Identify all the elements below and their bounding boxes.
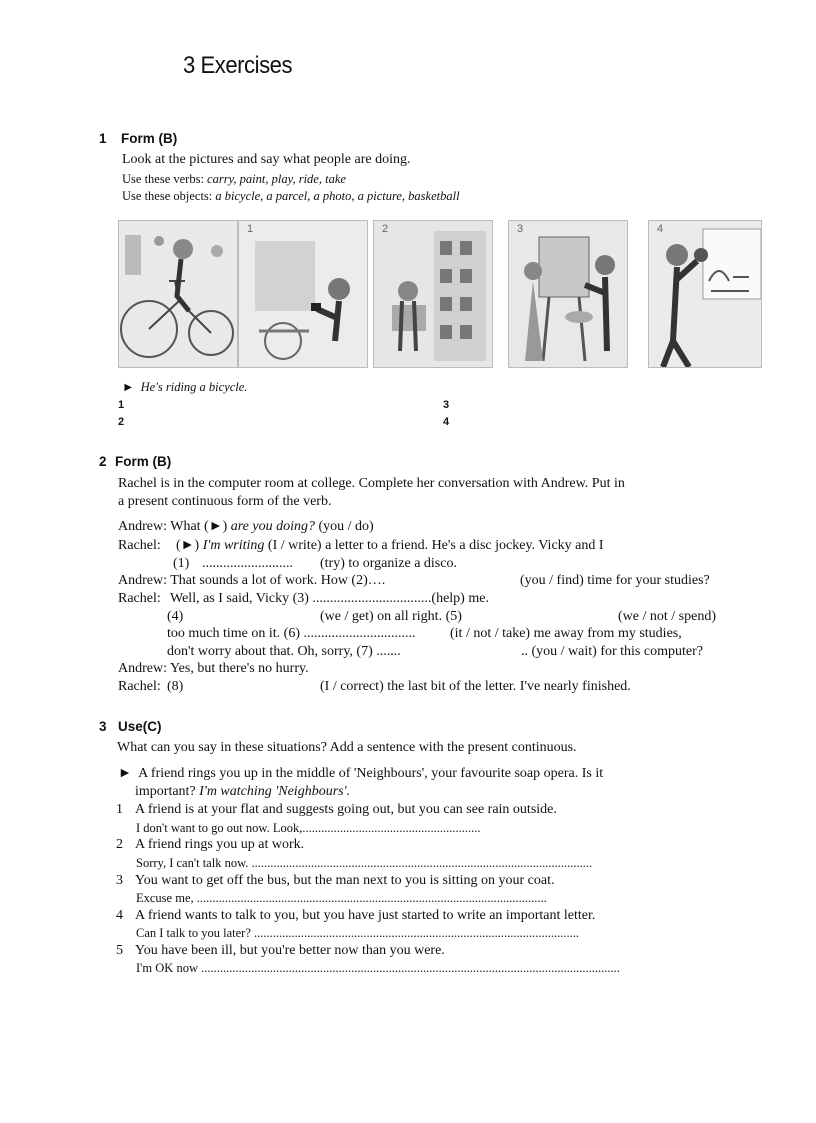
picture-4-basketball [648, 220, 762, 368]
ex3-number: 3 [99, 719, 107, 734]
ex2-line-2-d: (I / write) a letter to a friend. He's a disc jockey. Vicky and I [264, 538, 604, 553]
ex2-line-2 [176, 538, 604, 554]
ex2-line-3-num: (1) [173, 556, 190, 571]
ex2-line-8-a: don't worry about that. Oh, sorry, (7) ....... [167, 644, 401, 659]
picture-number-3: 3 [517, 223, 524, 235]
ex1-verbs: carry, paint, play, ride, take [207, 172, 346, 186]
ex2-line-1-c: (you / do) [314, 519, 374, 534]
ex1-objects: a bicycle, a parcel, a photo, a picture, basketball [215, 189, 460, 203]
ex2-line-10-num: (8) [167, 679, 184, 694]
ex2-line-6-a: (4) [167, 609, 184, 624]
ex3-example-line-2 [135, 784, 350, 800]
ex2-line-5-speaker: Rachel: [118, 591, 161, 606]
picture-example-cyclist [118, 220, 238, 368]
ex1-objects-line [122, 189, 460, 204]
ex3-item-2-answer: Sorry, I can't talk now. ............................................................................................................. [136, 856, 593, 870]
example-marker-icon: ► [122, 380, 135, 394]
ex2-line-8-b: .. (you / wait) for this computer? [521, 644, 703, 659]
ex2-line-4-a: Andrew: That sounds a lot of work. How (2)…. [118, 573, 386, 588]
ex2-line-2-speaker: Rachel: [118, 538, 161, 553]
ex2-line-6-c: (we / not / spend) [618, 609, 716, 624]
ex1-example [122, 380, 247, 395]
ex3-example-line-1 [118, 766, 603, 782]
ex3-item-4-number: 4 [116, 908, 123, 923]
ex2-line-6-b: (we / get) on all right. (5) [320, 609, 462, 624]
ex3-item-5-question: You have been ill, but you're better now than you were. [135, 943, 445, 958]
ex3-item-2-number: 2 [116, 837, 123, 852]
ex3-item-3-question: You want to get off the bus, but the man next to you is sitting on your coat. [135, 873, 555, 888]
ex3-item-5-answer: I'm OK now ...................................................................................................................................... [136, 961, 620, 975]
ex2-line-1 [118, 519, 374, 535]
ex2-line-2-b: (►) [176, 538, 203, 553]
picture-number-4: 4 [657, 223, 664, 235]
ex2-line-7-b: (it / not / take) me away from my studies, [450, 626, 682, 641]
ex2-line-1-answer: are you doing? [230, 519, 315, 534]
ex1-verbs-line [122, 172, 346, 187]
ex2-line-1-a: Andrew: What (►) [118, 519, 231, 534]
ex1-answer-number-2: 2 [118, 416, 125, 428]
ex2-line-3-text: (try) to organize a disco. [320, 556, 457, 571]
ex2-instruction-1: Rachel is in the computer room at college. Complete her conversation with Andrew. Put in [118, 476, 625, 491]
picture-number-2: 2 [382, 223, 389, 235]
ex3-item-1-answer: I don't want to go out now. Look,......................................................... [136, 821, 481, 835]
ex3-item-3-answer: Excuse me, ................................................................................................................ [136, 891, 547, 905]
ex2-number: 2 [99, 454, 107, 469]
ex1-objects-label: Use these objects: [122, 189, 213, 203]
ex2-line-9: Andrew: Yes, but there's no hurry. [118, 661, 309, 676]
ex3-item-3-number: 3 [116, 873, 123, 888]
ex2-line-10-text: (I / correct) the last bit of the letter. I've nearly finished. [320, 679, 631, 694]
ex2-heading: Form (B) [115, 454, 172, 469]
ex3-example-text-2: important? [135, 784, 200, 799]
ex3-item-1-number: 1 [116, 802, 123, 817]
ex1-number: 1 [99, 131, 107, 146]
picture-3-painting [508, 220, 628, 368]
ex2-line-10-speaker: Rachel: [118, 679, 161, 694]
ex2-line-2-answer: I'm writing [202, 538, 265, 553]
ex3-example-text: A friend rings you up in the middle of 'Neighbours', your favourite soap opera. Is it [138, 766, 604, 781]
ex2-line-3-blank: .......................... [202, 556, 293, 571]
ex1-answer-number-1: 1 [118, 399, 125, 411]
example-marker-icon: ► [118, 766, 132, 781]
ex1-instruction: Look at the pictures and say what people are doing. [122, 152, 411, 167]
ex2-line-4-b: (you / find) time for your studies? [520, 573, 710, 588]
ex1-heading: Form (B) [121, 131, 178, 146]
ex3-item-5-number: 5 [116, 943, 123, 958]
ex3-instruction: What can you say in these situations? Add a sentence with the present continuous. [117, 740, 577, 755]
picture-2-parcel [373, 220, 493, 368]
ex1-answer-number-3: 3 [443, 399, 450, 411]
ex2-instruction-2: a present continuous form of the verb. [118, 494, 332, 509]
picture-1-photo [238, 220, 368, 368]
ex1-example-answer: He's riding a bicycle. [140, 380, 248, 394]
ex3-item-1-question: A friend is at your flat and suggests going out, but you can see rain outside. [135, 802, 557, 817]
ex3-item-4-question: A friend wants to talk to you, but you have just started to write an important letter. [135, 908, 596, 923]
ex2-line-5: Well, as I said, Vicky (3) ..................................(help) me. [170, 591, 489, 606]
ex3-item-4-answer: Can I talk to you later? ........................................................................................................ [136, 926, 580, 940]
ex2-line-7-a: too much time on it. (6) ................................ [167, 626, 416, 641]
page-title: 3 Exercises [183, 52, 293, 79]
ex3-heading: Use(C) [118, 719, 162, 734]
picture-number-1: 1 [247, 223, 254, 235]
ex1-verbs-label: Use these verbs: [122, 172, 204, 186]
ex3-item-2-question: A friend rings you up at work. [135, 837, 305, 852]
ex1-answer-number-4: 4 [443, 416, 450, 428]
ex3-example-answer: I'm watching 'Neighbours'. [199, 784, 351, 799]
